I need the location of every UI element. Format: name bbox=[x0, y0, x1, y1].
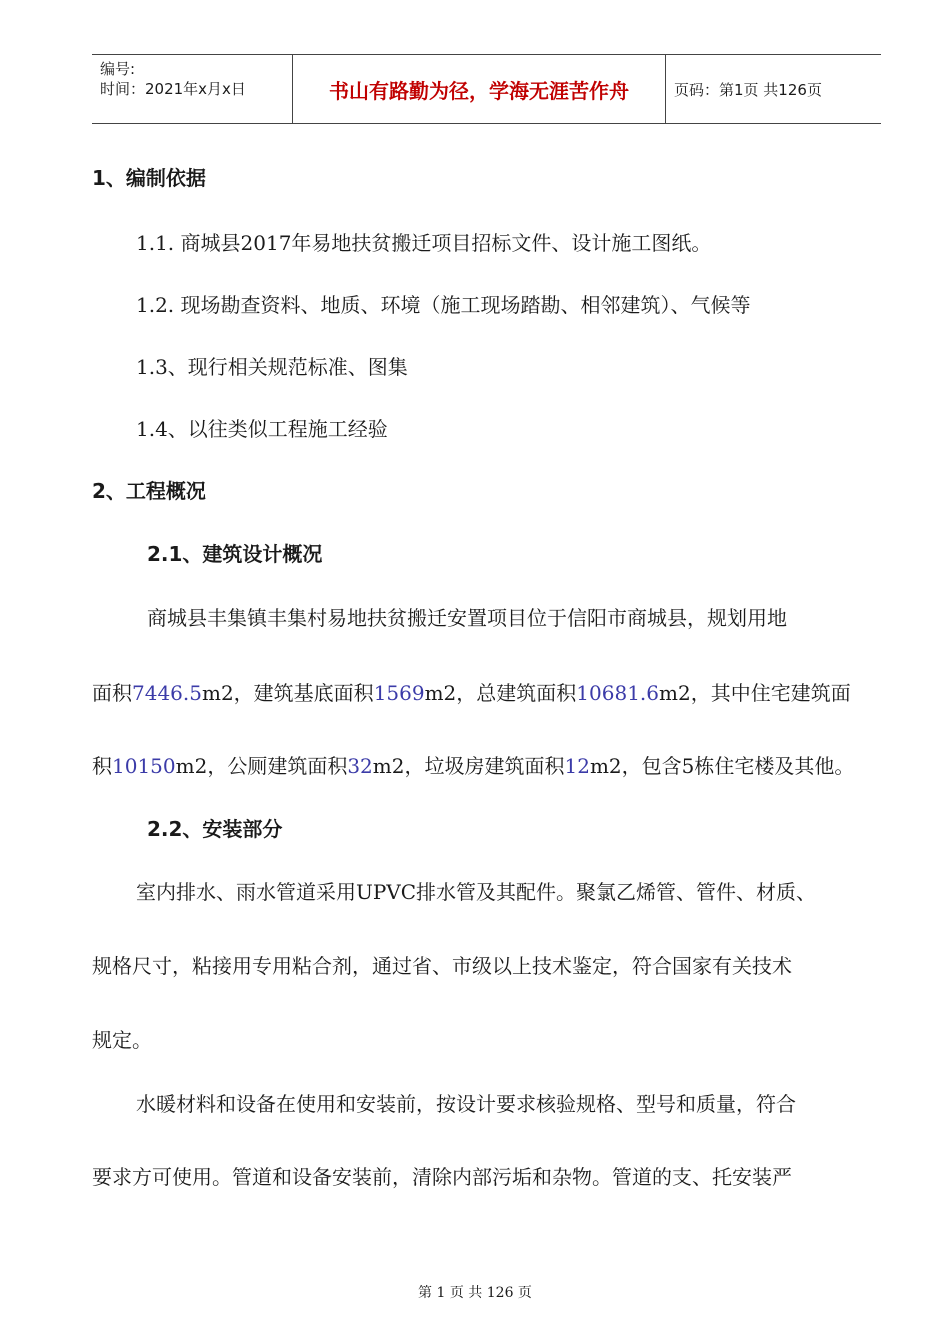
paragraph-3-line-1: 水暖材料和设备在使用和安装前，按设计要求核验规格、型号和质量，符合 bbox=[136, 1092, 796, 1116]
section-2-title: 2、工程概况 bbox=[92, 479, 206, 503]
time-label: 时间：2021年x月x日 bbox=[100, 80, 246, 98]
number-value: 1569 bbox=[373, 681, 425, 705]
section-1-title: 1、编制依据 bbox=[92, 166, 206, 190]
text: m2，公厕建筑面积 bbox=[175, 754, 348, 778]
number-value: 12 bbox=[564, 754, 590, 778]
code-label: 编号: bbox=[100, 60, 136, 78]
text: m2，垃圾房建筑面积 bbox=[372, 754, 565, 778]
page-footer: 第 1 页 共 126 页 bbox=[418, 1285, 532, 1301]
header-page-info: 页码：第1页 共126页 bbox=[674, 80, 822, 99]
text: m2，总建筑面积 bbox=[424, 681, 577, 705]
number-value: 32 bbox=[347, 754, 373, 778]
item-1-1: 1.1. 商城县2017年易地扶贫搬迁项目招标文件、设计施工图纸。 bbox=[136, 231, 712, 255]
section-2-1-title: 2.1、建筑设计概况 bbox=[147, 542, 323, 566]
paragraph-2-line-1: 室内排水、雨水管道采用UPVC排水管及其配件。聚氯乙烯管、管件、材质、 bbox=[136, 880, 817, 904]
text: m2，其中住宅建筑面 bbox=[659, 681, 851, 705]
text: m2，包含5栋住宅楼及其他。 bbox=[589, 754, 855, 778]
number-value: 10681.6 bbox=[576, 681, 660, 705]
number-value: 7446.5 bbox=[132, 681, 202, 705]
paragraph-2-line-3: 规定。 bbox=[92, 1028, 152, 1052]
paragraph-1-line-3 bbox=[92, 750, 854, 779]
section-2-2-title: 2.2、安装部分 bbox=[147, 817, 283, 841]
item-1-4: 1.4、以往类似工程施工经验 bbox=[136, 417, 388, 441]
item-1-2: 1.2. 现场勘查资料、地质、环境（施工现场踏勘、相邻建筑）、气候等 bbox=[136, 293, 751, 317]
paragraph-2-line-2: 规格尺寸，粘接用专用粘合剂，通过省、市级以上技术鉴定，符合国家有关技术 bbox=[92, 954, 792, 978]
text: 面积 bbox=[92, 681, 132, 705]
text: m2，建筑基底面积 bbox=[201, 681, 374, 705]
header-motto: 书山有路勤为径，学海无涯苦作舟 bbox=[329, 78, 629, 103]
header-divider bbox=[665, 55, 666, 123]
text: 积 bbox=[92, 754, 112, 778]
item-1-3: 1.3、现行相关规范标准、图集 bbox=[136, 355, 408, 379]
page-header bbox=[92, 54, 881, 124]
header-meta bbox=[100, 59, 246, 99]
paragraph-3-line-2: 要求方可使用。管道和设备安装前，清除内部污垢和杂物。管道的支、托安装严 bbox=[92, 1165, 792, 1189]
paragraph-1-line-2 bbox=[92, 677, 851, 706]
number-value: 10150 bbox=[112, 754, 176, 778]
paragraph-1-line-1: 商城县丰集镇丰集村易地扶贫搬迁安置项目位于信阳市商城县，规划用地 bbox=[147, 606, 787, 630]
